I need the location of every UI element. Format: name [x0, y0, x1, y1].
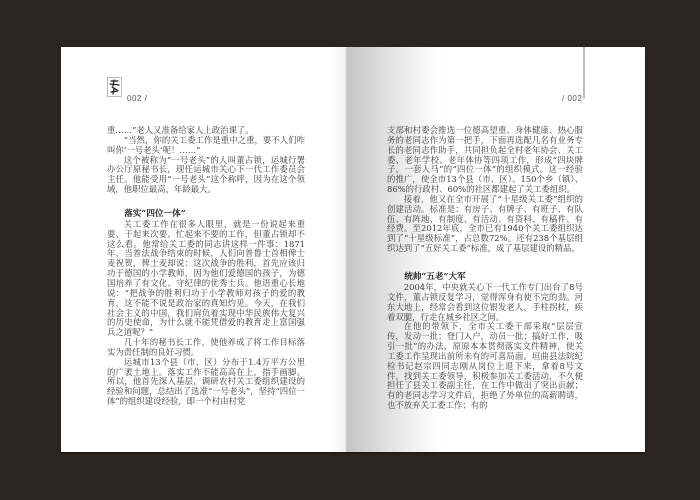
right-page-body: [387, 126, 583, 411]
paragraph: 运城市13个县（市、区）分布于1.4万平方公里的广袤土地上。落实工作不能高高在上，指手画脚。所以，他首先深入基层，调研农村关工委组织建设的经验和问题，总结出了选准“一号老头”，坚持“四位一体”的组织建设经验，即一个村由村党: [107, 356, 305, 407]
paragraph: 关工委工作在很多人眼里，就是一份说起来重要、干起来次要、忙起来不要的工作，但董占锁却不这么看。他常给关工委的同志讲这样一件事：1871年，当普法战争结束的时候，人们向普鲁士首相俾士麦祝贺，俾士麦却说：这次战争的胜利，首先应该归功于德国的小学教师，因为他们爱德国的孩子，为德国培养了有文化、守纪律的优秀士兵。他语重心长地说：“把战争的胜利归功于小学教师对孩子的爱的教育，这不能不说是政治家的真知灼见。今天，在我们社会主义的中国，我们肩负着实现中华民族伟大复兴的历史使命，为什么就不能凭借爱的教育走上富国强兵之道呢？”: [107, 218, 305, 338]
paragraph: 这个被称为“一号老头”的人叫董占锁，运城行署办公厅原秘书长，现任运城市关心下一代工作委员会主任。他能受用“一号老头”这个称呼，因为在这个领域，他职位最高，年龄最大。: [107, 154, 305, 195]
calligraphy-logo-icon: [108, 78, 121, 96]
paragraph: 在他的带领下，全市关工委干部采取“层层宣传，发动一批；登门入户，动员一批；搞好工作，吸引一批”的办法，原原本本贯彻落实文件精神，使关工委工作呈现出前所未有的可喜局面。垣曲县法院纪检书记赵宗四同志刚从岗位上退下来，拿着8号文件，找到关工委领导，积极参加关工委活动，不久便担任了县关工委副主任，在工作中做出了突出贡献；有的老同志学习文件后，拒绝了外单位的高薪聘请，也不放弃关工委工作；有的: [387, 321, 583, 411]
paragraph: 几十年的秘书长工作，使他养成了将工作目标落实为责任制的良好习惯。: [107, 337, 305, 357]
page-number: / 002: [562, 94, 583, 103]
book-logo: [107, 77, 122, 97]
left-page: [61, 47, 347, 452]
page-number: 002 /: [127, 94, 148, 103]
left-page-body: [107, 126, 305, 407]
right-page: [347, 47, 645, 452]
section-heading: 统帅“五老”大军: [404, 271, 466, 282]
paragraph: 支部和村委会推选一位德高望重、身体健康、热心服务的老同志作为第一把手，下面再选配几名有业务专长的老同志作助手，共同担负起全村老年协会、关工委、老年学校、老年体协等四项工作，形成“四块牌子，一套人马”的“四位一体”的组织模式。这一经验的推广，使全市13个县（市、区）、150个乡（镇）、86%的行政村、60%的社区都建起了关工委组织。: [387, 125, 583, 195]
paragraph: 重……”老人又准备给家人上政治课了。: [107, 125, 254, 135]
header-rule: [583, 47, 585, 99]
section-heading: 落实“四位一体”: [124, 208, 186, 219]
paragraph: “当然，你的关工委工作是重中之重，要不人们咋叫你‘一号老头’呢！……”: [107, 134, 305, 155]
paragraph: 接着，他又在全市开展了“十星级关工委”组织的创建活动。标准是：有房子、有牌子、有班子、有队伍、有阵地、有制度、有活动、有资料、有稿件、有经费。至2012年底，全市已有1940个关工委组织达到了“十星级标准”，占总数72%。还有238个基层组织达到了“五好关工委”标准，成了基层建设的精品。: [387, 193, 583, 254]
paragraph: 2004年，中央就关心下一代工作专门出台了8号文件，董占锁反复学习，觉得浑身有使不完的劲。河东大地上，经常会看到这位银发老人，手柱拐杖，疾着双腿，行走在城乡社区之间。: [387, 281, 583, 322]
